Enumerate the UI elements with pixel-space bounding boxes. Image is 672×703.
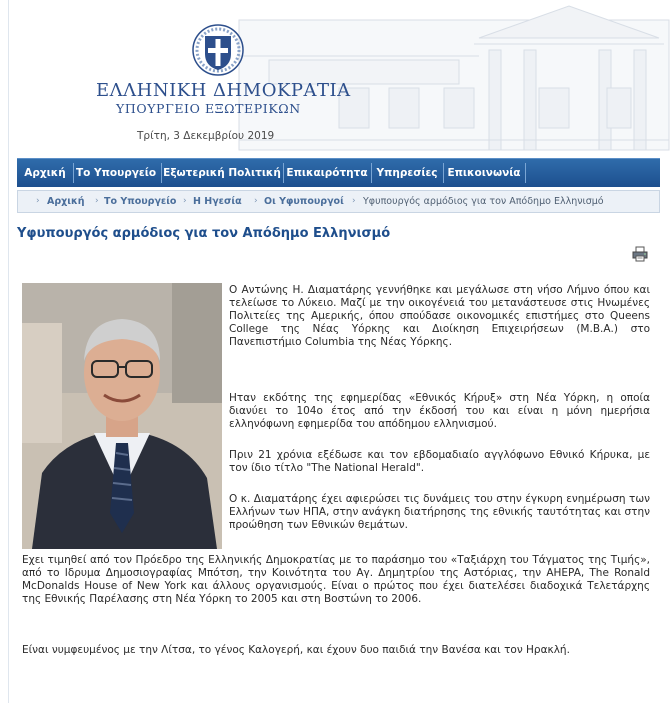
nav-foreign-policy[interactable]: Εξωτερική Πολιτική <box>163 167 281 179</box>
nav-ministry[interactable]: Το Υπουργείο <box>75 167 157 179</box>
greek-emblem-icon <box>191 22 245 78</box>
nav-separator <box>525 163 526 183</box>
breadcrumb <box>17 190 660 213</box>
site-header <box>9 0 672 152</box>
main-navigation <box>17 158 660 187</box>
article-paragraph-5: Εχει τιμηθεί από τον Πρόεδρο της Ελληνικής Δημοκρατίας με το παράσημο του «Ταξιάρχη του Τάγματος της Τιμής», από το Ιδρυμα Δημοσιογραφίας Μπότση, την Κοινότητα του Αγ. Δημητρίου της Αστόριας, την AHEPA, The Ronald McDonalds House of New York και άλλους οργανισμούς. Είναι ο πρώτος που έχει διατελέσει διαδοχικά Τελετάρχης της Εθνικής Παρέλασης στη Νέα Υόρκη το 2005 και στη Βοστώνη το 2006. <box>22 554 650 605</box>
breadcrumb-arrow-icon: › <box>36 196 40 206</box>
article-paragraph-1: Ο Αντώνης Η. Διαματάρης γεννήθηκε και μεγάλωσε στη νήσο Λήμνο όπου και τελείωσε το Λύκειο. Μαζί με την οικογένειά του μετανάστευσε στις Ηνωμένες Πολιτείες της Αμερικής, όπου σπούδασε οικονομικές επιστήμες στο Queens College της Νέας Υόρκης και Διοίκηση Επιχειρήσεων (Μ.Β.Α.) στο Πανεπιστήμιο Columbia της Νέας Υόρκης. <box>229 284 650 348</box>
breadcrumb-leadership[interactable]: Η Ηγεσία <box>193 196 242 207</box>
nav-home[interactable]: Αρχική <box>24 167 66 179</box>
article-paragraph-4: Ο κ. Διαματάρης έχει αφιερώσει τις δυνάμεις του στην έγκυρη ενημέρωση των Ελλήνων των ΗΠΑ, στην ανάγκη διατήρησης της εθνικής ταυτότητας και στην προώθηση των Εθνικών θεμάτων. <box>229 493 650 531</box>
building-background <box>9 0 672 152</box>
breadcrumb-arrow-icon: › <box>95 196 99 206</box>
ministry-name: ΥΠΟΥΡΓΕΙΟ ΕΞΩΤΕΡΙΚΩΝ <box>116 101 301 116</box>
current-date: Τρίτη, 3 Δεκεμβρίου 2019 <box>137 130 275 142</box>
breadcrumb-ministry[interactable]: Το Υπουργείο <box>104 196 177 207</box>
nav-contact[interactable]: Επικοινωνία <box>447 167 521 179</box>
breadcrumb-arrow-icon: › <box>352 196 356 206</box>
breadcrumb-current: Υφυπουργός αρμόδιος για τον Απόδημο Ελληνισμό <box>363 196 604 207</box>
nav-separator <box>443 163 444 183</box>
nav-news[interactable]: Επικαιρότητα <box>286 167 368 179</box>
article-paragraph-3: Πριν 21 χρόνια εξέδωσε και τον εβδομαδιαίο αγγλόφωνο Εθνικό Κήρυκα, με τον ίδιο τίτλο "The National Herald". <box>229 449 650 474</box>
nav-services[interactable]: Υπηρεσίες <box>376 167 438 179</box>
portrait-photo <box>22 283 222 549</box>
nav-separator <box>73 163 74 183</box>
breadcrumb-arrow-icon: › <box>183 196 187 206</box>
breadcrumb-arrow-icon: › <box>254 196 258 206</box>
nav-separator <box>371 163 372 183</box>
breadcrumb-deputy-ministers[interactable]: Οι Υφυπουργοί <box>264 196 344 207</box>
nav-separator <box>283 163 284 183</box>
page-title: Υφυπουργός αρμόδιος για τον Απόδημο Ελληνισμό <box>17 226 391 241</box>
article-paragraph-2: Ηταν εκδότης της εφημερίδας «Εθνικός Κήρυξ» στη Νέα Υόρκη, η οποία διανύει το 104ο έτος από την έκδοσή του και είναι η μόνη ημερήσια ελληνόφωνη εφημερίδα του απόδημου ελληνισμού. <box>229 392 650 430</box>
printer-icon[interactable] <box>632 246 648 262</box>
breadcrumb-home[interactable]: Αρχική <box>47 196 85 207</box>
org-name: ΕΛΛΗΝΙΚΗ ΔΗΜΟΚΡΑΤΙΑ <box>96 80 351 101</box>
article-paragraph-6: Είναι νυμφευμένος με την Λίτσα, το γένος Καλογερή, και έχουν δυο παιδιά την Βανέσα και τον Ηρακλή. <box>22 644 570 656</box>
nav-separator <box>161 163 162 183</box>
